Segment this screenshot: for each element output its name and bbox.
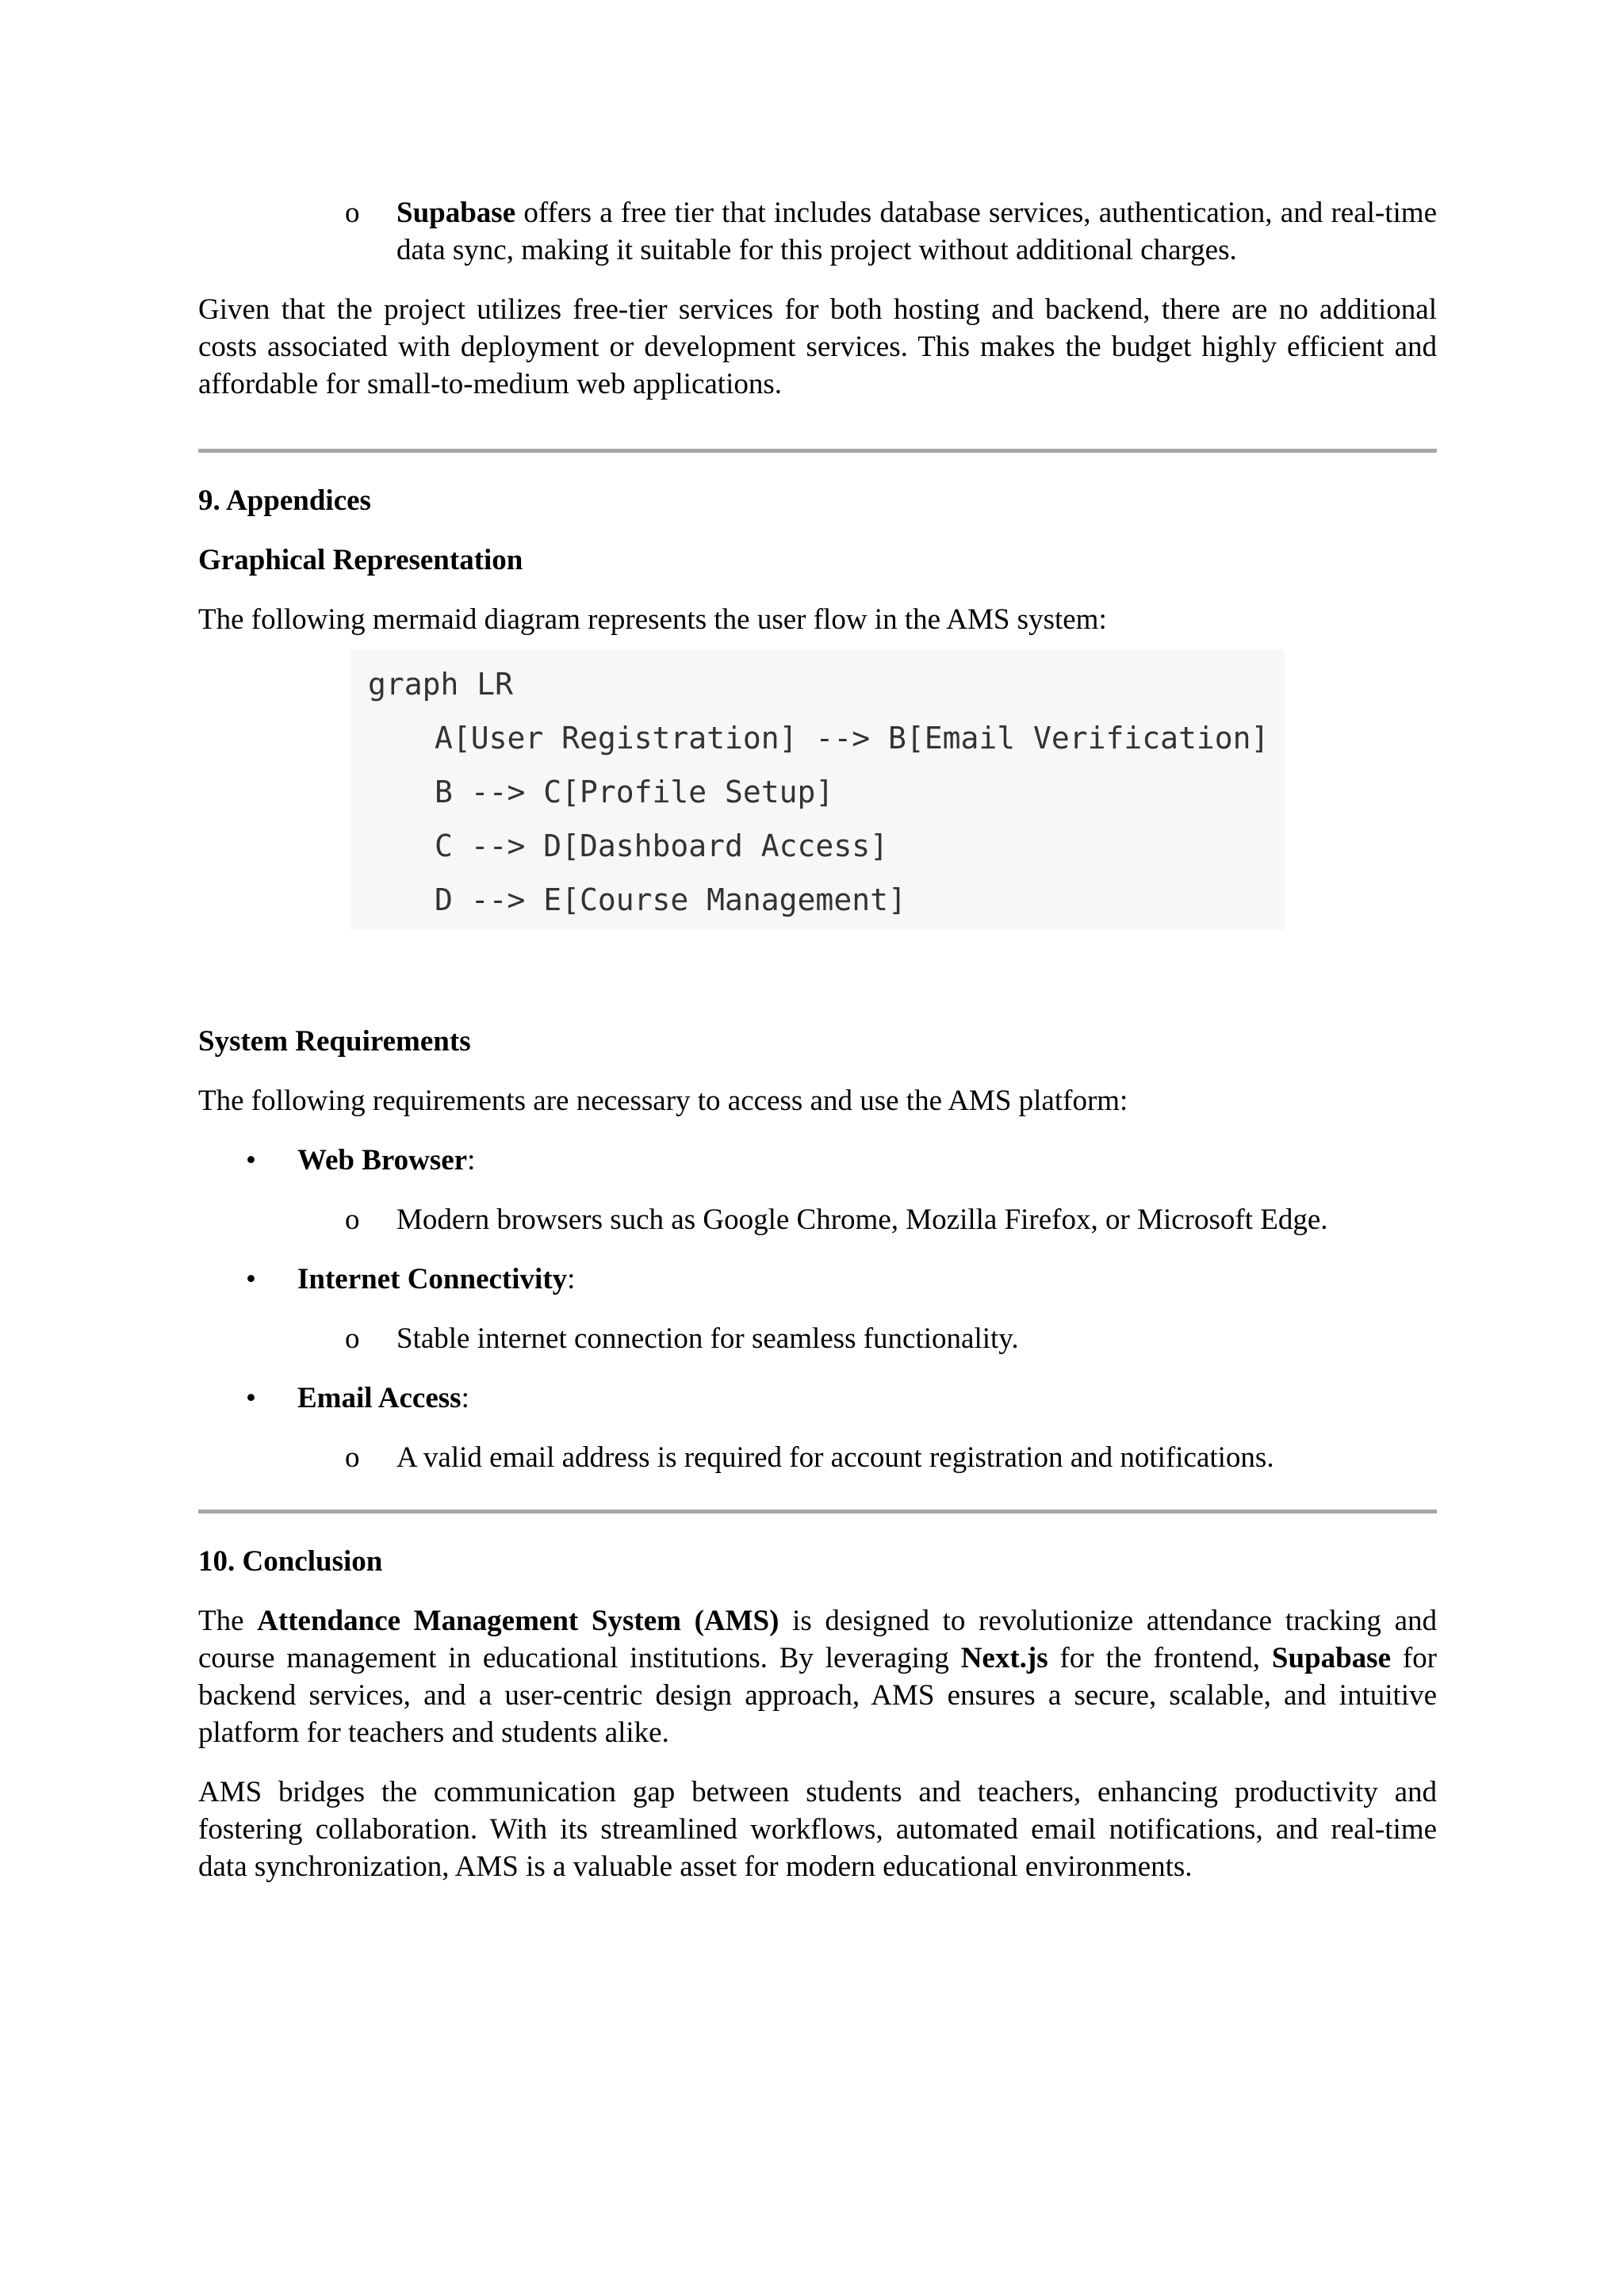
system-requirements-heading: System Requirements (198, 1025, 471, 1058)
conclusion-bold-nextjs: Next.js (960, 1642, 1048, 1674)
requirement-colon: : (467, 1144, 476, 1177)
section-divider (198, 1510, 1437, 1513)
document-page (198, 194, 1437, 1885)
code-line: A[User Registration] --> B[Email Verification] (435, 721, 1270, 756)
appendices-heading: 9. Appendices (198, 484, 371, 517)
conclusion-text: for the frontend, (1048, 1642, 1272, 1674)
requirement-detail: A valid email address is required for account registration and notifications. (396, 1441, 1274, 1474)
conclusion-bold-supabase: Supabase (1271, 1642, 1392, 1674)
circle-bullet-icon: o (345, 1203, 360, 1236)
code-line: C --> D[Dashboard Access] (435, 828, 888, 863)
graphical-representation-heading: Graphical Representation (198, 544, 523, 576)
conclusion-heading: 10. Conclusion (198, 1545, 383, 1578)
requirement-detail-item (198, 1201, 1437, 1238)
section-divider (198, 449, 1437, 453)
conclusion-text: is designed to revolutionize attendance tracking and course management in educational institutions. By leveraging (198, 1605, 1437, 1674)
circle-bullet-icon: o (345, 1322, 360, 1355)
requirement-colon: : (567, 1263, 576, 1295)
requirement-detail: Modern browsers such as Google Chrome, Mozilla Firefox, or Microsoft Edge. (396, 1203, 1328, 1236)
requirement-item (198, 1142, 1437, 1179)
requirement-detail-item (198, 1439, 1437, 1476)
graphical-intro: The following mermaid diagram represents the user flow in the AMS system: (198, 603, 1107, 636)
code-line: D --> E[Course Management] (435, 882, 906, 917)
requirement-item (198, 1261, 1437, 1298)
code-line: B --> C[Profile Setup] (435, 775, 834, 809)
requirement-label: Email Access (297, 1382, 462, 1414)
bullet-icon: • (246, 1382, 256, 1414)
conclusion-paragraph-1 (198, 1602, 1437, 1751)
conclusion-text: The (198, 1605, 258, 1637)
requirement-item (198, 1380, 1437, 1417)
conclusion-paragraph-2: AMS bridges the communication gap between students and teachers, enhancing productivity and fostering collaboration. With its streamlined workflows, automated email notifications, and real-time data synchronization, AMS is a valuable asset for modern educational environments. (198, 1776, 1437, 1883)
requirement-detail-item (198, 1320, 1437, 1357)
requirement-label: Web Browser (297, 1144, 468, 1177)
code-line: graph LR (368, 667, 514, 702)
budget-paragraph: Given that the project utilizes free-tier services for both hosting and backend, there are no additional costs associated with deployment or development services. This makes the budget highly efficient and affordable for small-to-medium web applications. (198, 293, 1437, 400)
requirement-colon: : (461, 1382, 469, 1414)
conclusion-text: for backend services, and a user-centric design approach, AMS ensures a secure, scalable, and intuitive platform for teachers and students alike. (198, 1642, 1437, 1749)
supabase-description: offers a free tier that includes database services, authentication, and real-time data sync, making it suitable for this project without additional charges. (396, 197, 1437, 266)
mermaid-code-block (350, 649, 1285, 930)
supabase-label: Supabase (396, 197, 516, 229)
conclusion-bold-ams: Attendance Management System (AMS) (257, 1605, 779, 1637)
requirement-label: Internet Connectivity (297, 1263, 568, 1295)
requirement-detail: Stable internet connection for seamless functionality. (396, 1322, 1019, 1355)
supabase-list-item (198, 194, 1437, 269)
bullet-icon: • (246, 1144, 256, 1177)
circle-bullet-icon: o (345, 1441, 360, 1474)
bullet-icon: • (246, 1263, 256, 1295)
requirements-intro: The following requirements are necessary to access and use the AMS platform: (198, 1085, 1128, 1117)
circle-bullet-icon: o (345, 197, 360, 229)
